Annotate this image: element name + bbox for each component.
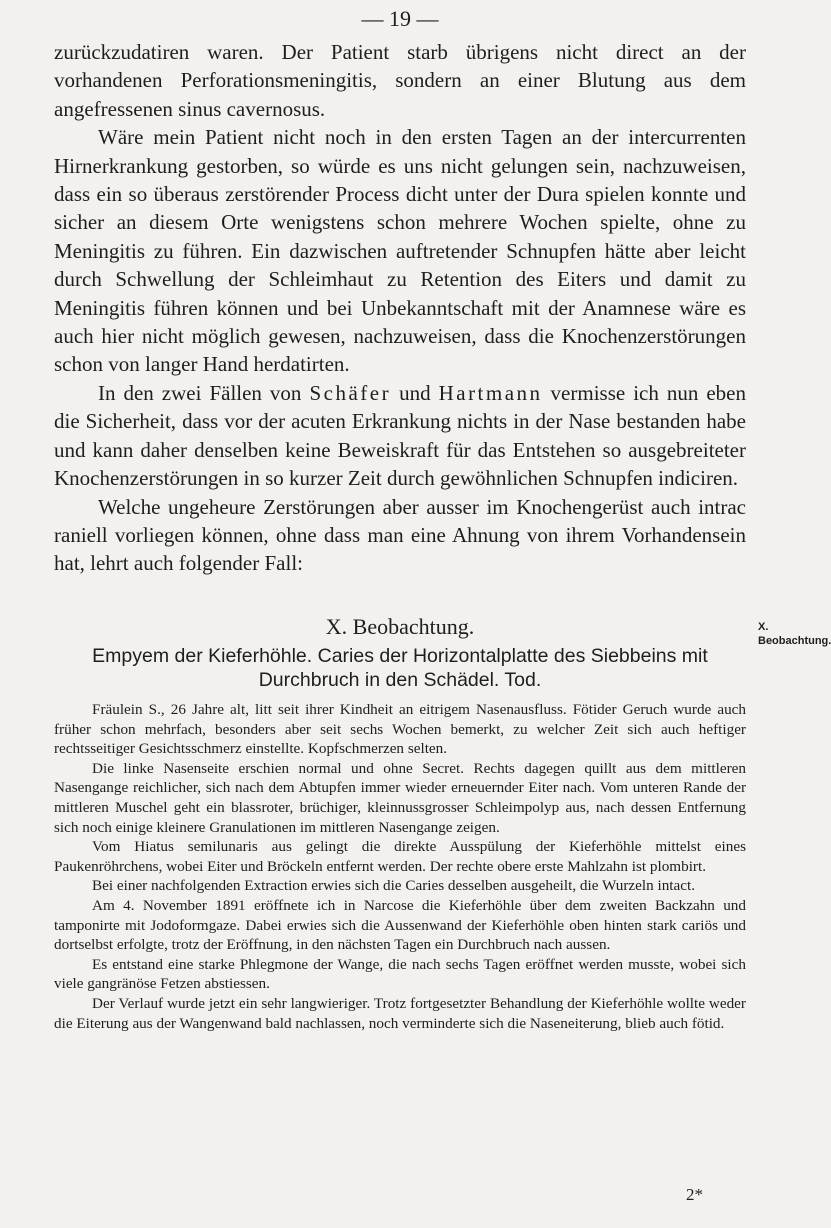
page-number: — 19 — — [361, 6, 439, 31]
paragraph-text-before: In den zwei Fällen von — [98, 380, 310, 405]
case-title: Empyem der Kieferhöhle. Caries der Horizontalplatte des Siebbeins mit Durchbruch in den Schädel. Tod. — [92, 645, 708, 691]
paragraph-text-after: vermisse ich nun eben die Sicherheit, dass vor der acuten Erkrankung nichts in der Nase bestanden habe und kann daher denselben keine Beweiskraft für das Entstehen so ausgebreiteter Knochenzerstörungen in so kurzer Zeit durch gewöhnlichen Schnupfen indiciren. — [54, 380, 746, 491]
main-text-block — [54, 38, 746, 578]
case-paragraph: Der Verlauf wurde jetzt ein sehr langwieriger. Trotz fortgesetzter Behandlung der Kieferhöhle wollte weder die Eiterung aus der Wangenwand bald nachlassen, noch verminderte sich die Naseneiterung, blieb auch fötid. — [54, 994, 746, 1032]
margin-note: X. Beobachtung. — [758, 621, 831, 647]
paragraph-continuation: zurückzudatiren waren. Der Patient starb übrigens nicht direct an der vorhandenen Perforationsmeningitis, sondern an einer Blutung aus dem angefressenen sinus cavernosus. — [54, 40, 746, 121]
printer-signature: 2* — [686, 1185, 703, 1204]
case-paragraph: Fräulein S., 26 Jahre alt, litt seit ihrer Kindheit an eitrigem Nasenausfluss. Fötider Geruch wurde auch früher schon mehrfach, besonders aber seit sechs Wochen bemerkt, zu welcher Zeit sich auch heftiger rechtsseitiger Gesichtsschmerz einstellte. Kopfschmerzen selten. — [54, 701, 746, 758]
case-paragraph: Am 4. November 1891 eröffnete ich in Narcose die Kieferhöhle über dem zweiten Backzahn und tamponirte mit Jodoformgaze. Dabei erwies sich die Aussenwand der Kieferhöhle oben hinten stark cariös und dortselbst erfolgte, trotz der Eröffnung, in den nächsten Tagen ein Durchbruch nach aussen. — [54, 896, 746, 954]
case-paragraph: Es entstand eine starke Phlegmone der Wange, die nach sechs Tagen eröffnet werden musste, wobei sich viele gangränöse Fetzen abstiessen. — [54, 955, 746, 993]
observation-heading: X. Beobachtung. — [325, 614, 475, 639]
author-name-hartmann: Hartmann — [438, 380, 543, 405]
paragraph-cited-cases — [54, 379, 746, 493]
paragraph-transition: Welche ungeheure Zerstörungen aber ausser im Knochengerüst auch intrac raniell vorliegen können, ohne dass man eine Ahnung von ihrem Vorhandensein hat, lehrt auch folgender Fall: — [54, 494, 746, 576]
case-paragraph: Bei einer nachfolgenden Extraction erwies sich die Caries desselben ausgeheilt, die Wurzeln intact. — [92, 877, 696, 895]
author-name-schaefer: Schäfer — [309, 380, 392, 405]
case-paragraph: Die linke Nasenseite erschien normal und ohne Secret. Rechts dagegen quillt aus dem mittleren Nasengange reichlicher, sich nach dem Abtupfen immer wieder erneuernder Eiter nach. Vom unteren Rande der mittleren Muschel geht ein blassroter, brüchiger, kleinnussgrosser Schleimpolyp aus, nach dessen Entfernung sich noch einige kleinere Granulationen im mittleren Nasengange zeigen. — [54, 759, 746, 836]
paragraph-hypothesis: Wäre mein Patient nicht noch in den ersten Tagen an der intercurrenten Hirnerkrankung gestorben, so würde es uns nicht gelungen sein, nachzuweisen, dass ein so überaus zerstörender Process dicht unter der Dura spielen konnte und sicher an diesem Orte wenigstens schon mehrere Wochen spielte, ohne zu Meningitis zu führen. Ein dazwischen auftretender Schnupfen hätte aber leicht durch Schwellung der Schleimhaut zu Retention des Eiters und damit zu Meningitis führen können und bei Unbekanntschaft mit der Anamnese wäre es auch hier nicht möglich gewesen, nachzuweisen, dass die Knochenzerstörungen schon von langer Hand herdatirten. — [54, 125, 746, 377]
paragraph-text-between: und — [391, 380, 439, 405]
case-paragraph: Vom Hiatus semilunaris aus gelingt die direkte Ausspülung der Kieferhöhle mittelst eines Paukenröhrchens, wobei Eiter und Bröckeln entfernt werden. Der rechte obere erste Mahlzahn ist plombirt. — [54, 838, 746, 875]
case-report — [54, 700, 746, 1033]
